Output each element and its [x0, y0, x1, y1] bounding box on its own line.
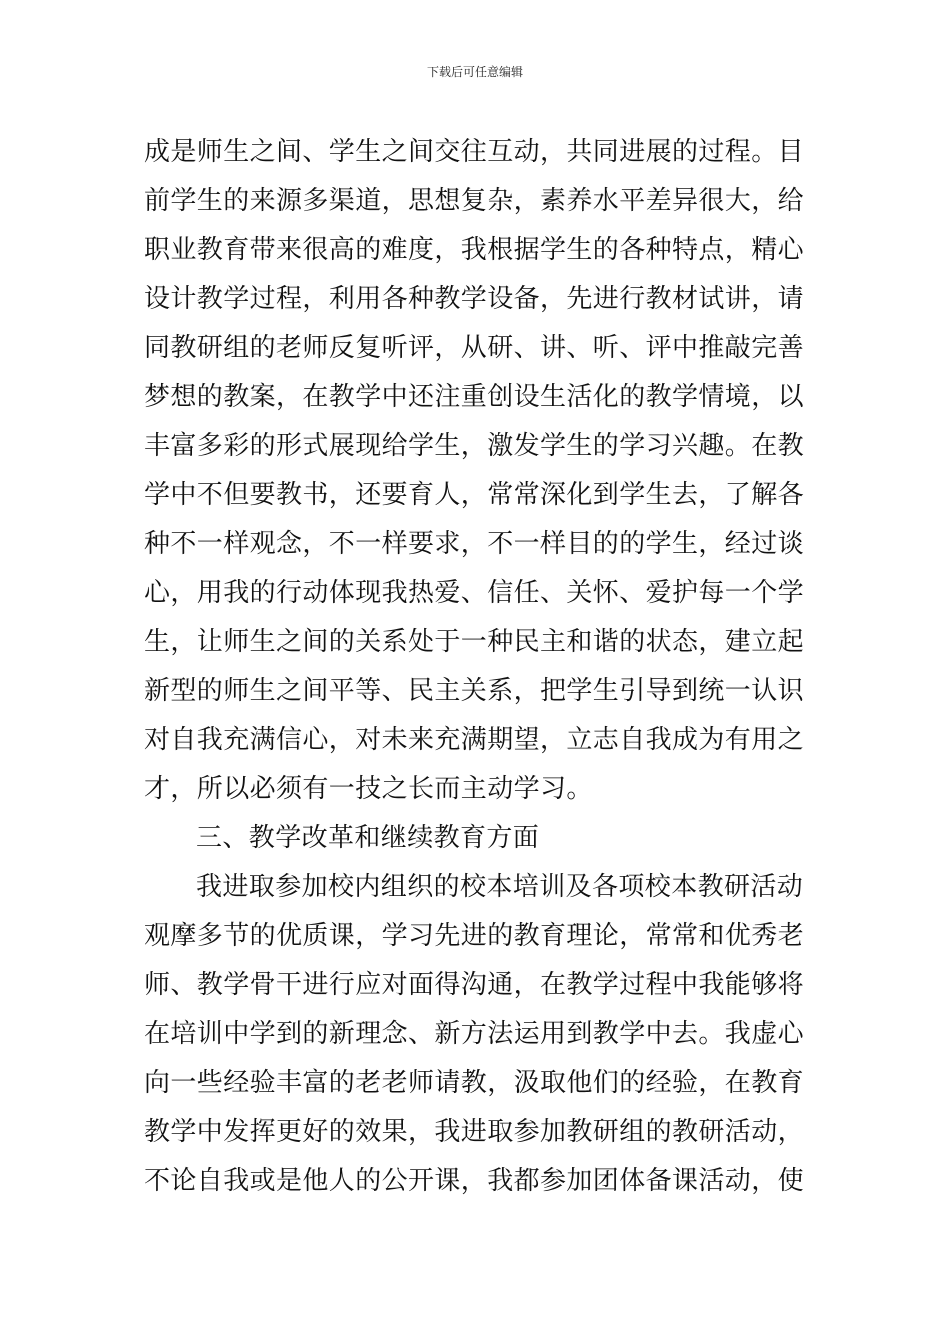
text-line: 同教研组的老师反复听评，从研、讲、听、评中推敲完善 [144, 333, 805, 363]
text-line: 观摩多节的优质课，学习先进的教育理论，常常和优秀老 [144, 921, 805, 951]
text-line: 丰富多彩的形式展现给学生，激发学生的学习兴趣。在教 [144, 431, 805, 461]
text-line: 新型的师生之间平等、民主关系，把学生引导到统一认识 [144, 676, 805, 706]
text-line: 设计教学过程，利用各种教学设备，先进行教材试讲，请 [144, 284, 805, 314]
text-line: 师、教学骨干进行应对面得沟通，在教学过程中我能够将 [144, 970, 805, 1000]
text-line: 种不一样观念，不一样要求，不一样目的的学生，经过谈 [144, 529, 805, 559]
text-line: 前学生的来源多渠道，思想复杂，素养水平差异很大，给 [144, 186, 805, 216]
text-line: 学中不但要教书，还要育人，常常深化到学生去，了解各 [144, 480, 805, 510]
text-line: 在培训中学到的新理念、新方法运用到教学中去。我虚心 [144, 1019, 805, 1049]
text-line: 不论自我或是他人的公开课，我都参加团体备课活动，使 [144, 1166, 805, 1196]
text-line: 成是师生之间、学生之间交往互动，共同进展的过程。目 [144, 137, 805, 167]
text-line: 向一些经验丰富的老老师请教，汲取他们的经验，在教育 [144, 1068, 805, 1098]
text-line: 教学中发挥更好的效果，我进取参加教研组的教研活动， [144, 1117, 805, 1147]
text-line: 生，让师生之间的关系处于一种民主和谐的状态，建立起 [144, 627, 805, 657]
text-line: 对自我充满信心，对未来充满期望，立志自我成为有用之 [144, 725, 805, 755]
text-line: 才，所以必须有一技之长而主动学习。 [144, 774, 593, 804]
text-line: 心，用我的行动体现我热爱、信任、关怀、爱护每一个学 [144, 578, 805, 608]
text-line: 职业教育带来很高的难度，我根据学生的各种特点，精心 [144, 235, 805, 265]
body-text [144, 128, 814, 1206]
paragraph-first-line: 我进取参加校内组织的校本培训及各项校本教研活动 [196, 872, 804, 902]
text-line: 梦想的教案，在教学中还注重创设生活化的教学情境，以 [144, 382, 805, 412]
section-heading: 三、教学改革和继续教育方面 [196, 823, 540, 853]
page-header: 下载后可任意编辑 [426, 65, 523, 79]
